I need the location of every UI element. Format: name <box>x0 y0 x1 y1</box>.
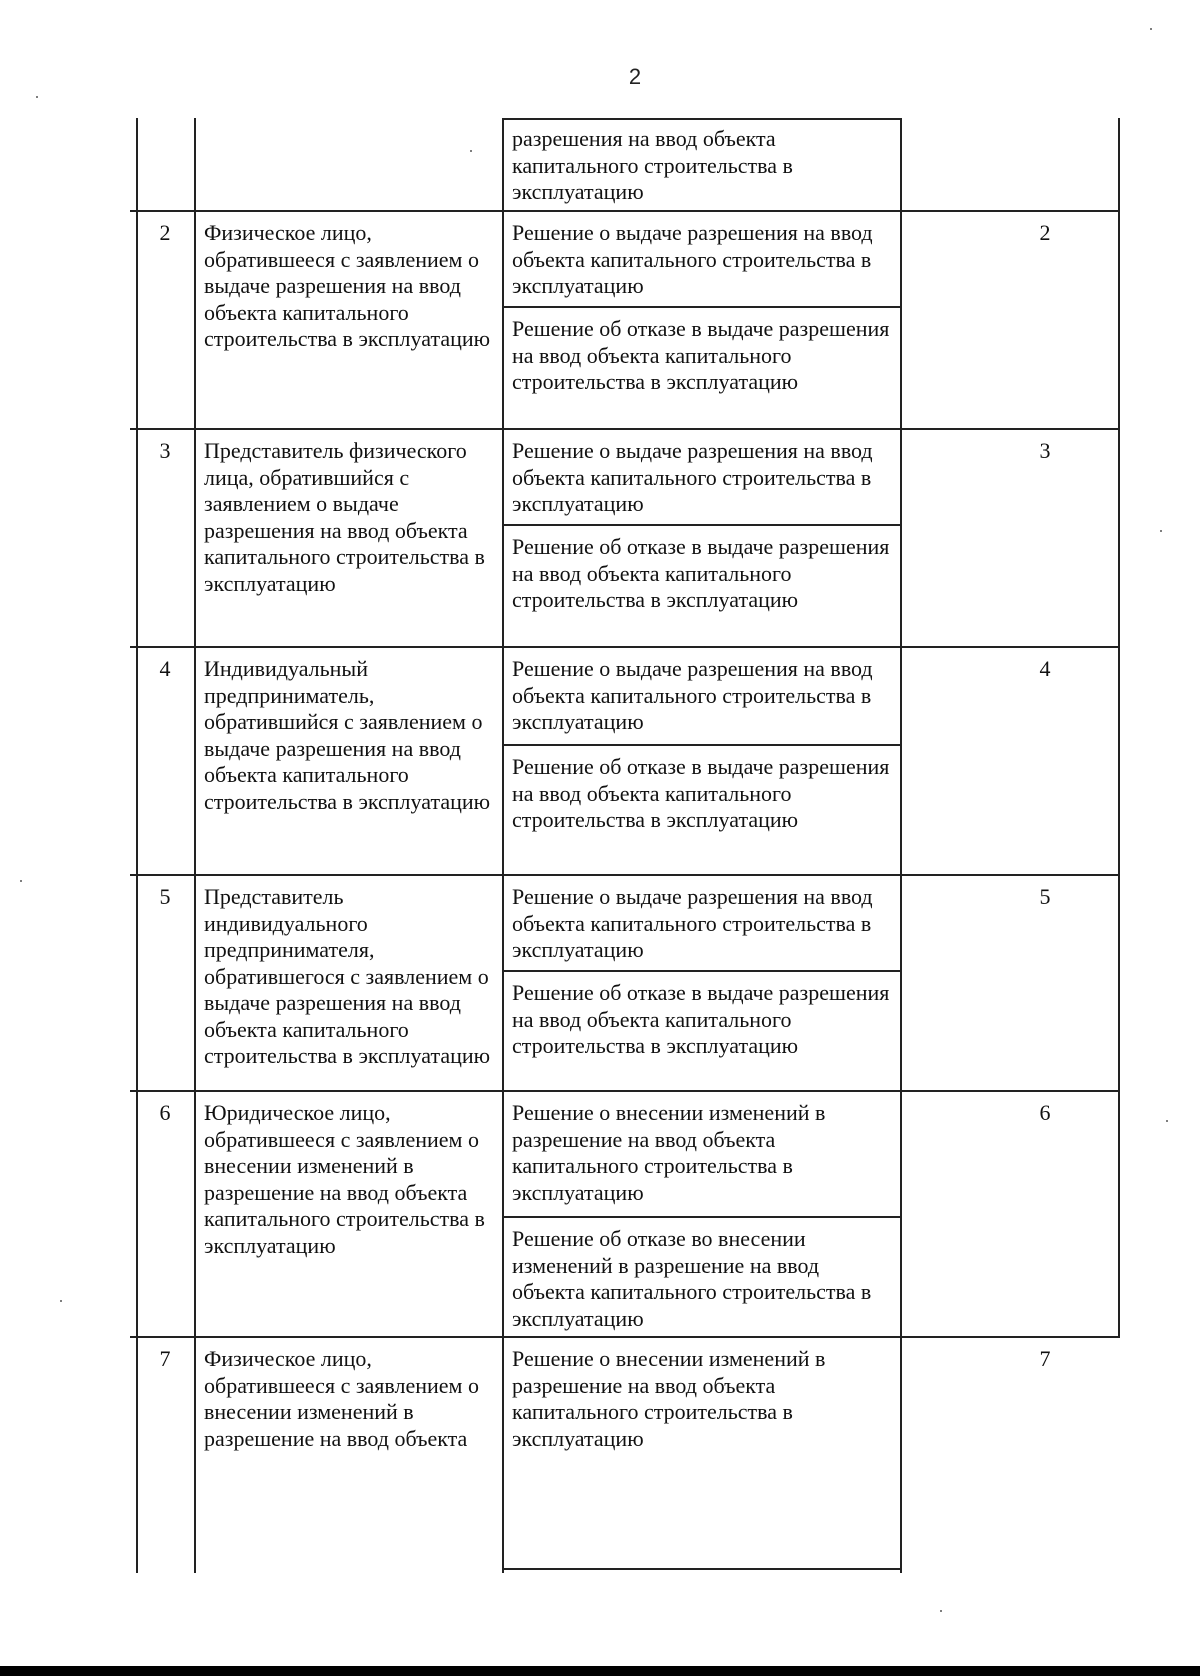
outcome-code: 3 <box>1039 438 1051 463</box>
continuation-top-border <box>502 118 902 120</box>
outcome-issue-cell: Решение о внесении изменений в разрешение на ввод объекта капитального строительства в эксплуатацию <box>512 1346 826 1451</box>
row-divider-6 <box>130 1336 1120 1338</box>
outcome-refusal-cell: Решение об отказе в выдаче разрешения на ввод объекта капитального строительства в эксплуатацию <box>512 980 890 1058</box>
column-divider-2 <box>502 118 504 1573</box>
scan-speck <box>20 880 22 882</box>
applicant-cell: Юридическое лицо, обратившееся с заявлением о внесении изменений в разрешение на ввод объекта капитального строительства в эксплуатацию <box>204 1100 485 1258</box>
row-divider-5 <box>130 1090 1120 1092</box>
outcome-refusal-cell: Решение об отказе во внесении изменений в разрешение на ввод объекта капитального строительства в эксплуатацию <box>512 1226 872 1331</box>
row-number: 6 <box>159 1100 171 1125</box>
scan-speck <box>60 1300 62 1302</box>
row-divider-1 <box>130 210 1120 212</box>
outcome-refusal-cell: Решение об отказе в выдаче разрешения на ввод объекта капитального строительства в эксплуатацию <box>512 316 890 394</box>
scan-speck <box>1150 28 1152 30</box>
row-number: 3 <box>159 438 171 463</box>
row-split-6 <box>502 1216 902 1218</box>
applicant-cell: Физическое лицо, обратившееся с заявлением о выдаче разрешения на ввод объекта капитального строительства в эксплуатацию <box>204 220 491 351</box>
row-divider-2 <box>130 428 1120 430</box>
row-number: 7 <box>159 1346 171 1371</box>
row-split-5 <box>502 970 902 972</box>
scan-speck <box>940 1610 942 1612</box>
column-divider-1 <box>194 118 196 1573</box>
table-border-right <box>1118 118 1120 1338</box>
document-table <box>130 118 1120 1573</box>
outcome-code: 5 <box>1039 884 1051 909</box>
outcome-refusal-cell: Решение об отказе в выдаче разрешения на ввод объекта капитального строительства в эксплуатацию <box>512 754 890 832</box>
column-divider-3 <box>900 118 902 1573</box>
scan-speck <box>1160 530 1162 532</box>
row-number: 5 <box>159 884 171 909</box>
applicant-cell: Физическое лицо, обратившееся с заявлением о внесении изменений в разрешение на ввод объекта <box>204 1346 479 1451</box>
outcome-issue-cell: Решение о выдаче разрешения на ввод объекта капитального строительства в эксплуатацию <box>512 220 873 298</box>
applicant-cell: Представитель индивидуального предпринимателя, обратившегося с заявлением о выдаче разрешения на ввод объекта капитального строительства в эксплуатацию <box>204 884 491 1068</box>
row-divider-3 <box>130 646 1120 648</box>
scan-speck <box>470 150 472 152</box>
scan-speck <box>1166 1120 1168 1122</box>
scan-edge <box>0 1666 1200 1676</box>
outcome-code: 2 <box>1039 220 1051 245</box>
continuation-outcome: разрешения на ввод объекта капитального строительства в эксплуатацию <box>512 126 793 204</box>
outcome-issue-cell: Решение о выдаче разрешения на ввод объекта капитального строительства в эксплуатацию <box>512 884 873 962</box>
applicant-cell: Представитель физического лица, обратившийся с заявлением о выдаче разрешения на ввод объекта капитального строительства в эксплуатацию <box>204 438 485 596</box>
outcome-issue-cell: Решение о выдаче разрешения на ввод объекта капитального строительства в эксплуатацию <box>512 438 873 516</box>
outcome-refusal-cell: Решение об отказе в выдаче разрешения на ввод объекта капитального строительства в эксплуатацию <box>512 534 890 612</box>
outcome-issue-cell: Решение о выдаче разрешения на ввод объекта капитального строительства в эксплуатацию <box>512 656 873 734</box>
row-split-4 <box>502 744 902 746</box>
table-border-left <box>136 118 138 1573</box>
row-split-2 <box>502 306 902 308</box>
row-number: 2 <box>159 220 171 245</box>
page-number: 2 <box>628 64 642 89</box>
applicant-cell: Индивидуальный предприниматель, обратившийся с заявлением о выдаче разрешения на ввод объекта капитального строительства в эксплуатацию <box>204 656 491 814</box>
outcome-code: 6 <box>1039 1100 1051 1125</box>
row-number: 4 <box>159 656 171 681</box>
row-divider-4 <box>130 874 1120 876</box>
outcome-code: 7 <box>1039 1346 1051 1371</box>
outcome-issue-cell: Решение о внесении изменений в разрешение на ввод объекта капитального строительства в эксплуатацию <box>512 1100 826 1205</box>
outcome-code: 4 <box>1039 656 1051 681</box>
scan-speck <box>36 96 38 98</box>
row-7-bottom <box>502 1568 902 1570</box>
row-split-3 <box>502 524 902 526</box>
